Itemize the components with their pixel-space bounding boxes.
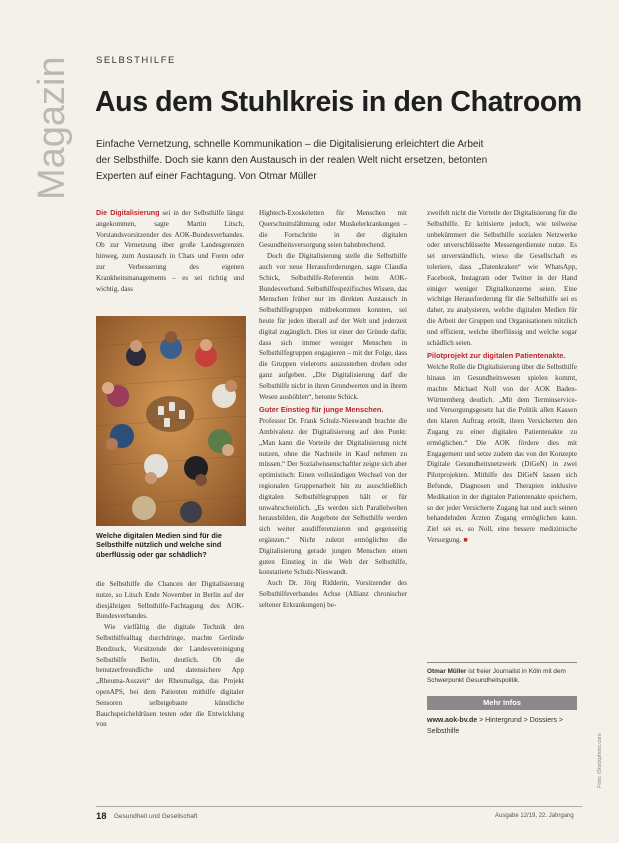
intro-paragraph (96, 208, 244, 294)
article-lead: Einfache Vernetzung, schnelle Kommunikation – die Digitalisierung erleichtert die Arbeit der Selbsthilfe. Doch sie kann den Austausch in der realen Welt nicht ersetzen, betonten Experten auf einer Fachtagung. Von Otmar Müller (96, 139, 488, 182)
subheading: Pilotprojekt zur digitalen Patientenakte. (427, 351, 566, 361)
paragraph: die Selbsthilfe die Chancen der Digitalisierung nutze, so Litsch Ende November in Berlin auf der diesjährigen Selbsthilfe-Fachtagung des AOK-Bundesverbandes. (96, 580, 244, 621)
column-1-top (96, 208, 244, 294)
paragraph: Auch Dr. Jörg Ridderin, Vorsitzender des Selbsthilfeverbandes Achse (Allianz chronischer seltener Erkrankungen) be- (259, 579, 407, 609)
info-link[interactable]: www.aok-bv.de (427, 717, 478, 724)
section-label: SELBSTHILFE (96, 55, 176, 66)
page-number: 18 (96, 811, 107, 822)
author-bio: ist freier Journalist in Köln mit dem Schwerpunkt Gesundheitspolitik. (427, 668, 566, 684)
photo-credit-text: Foto: iStockphoto.com (597, 733, 603, 788)
subheading: Guter Einstieg für junge Menschen. (259, 405, 384, 415)
photo-group-circle (96, 316, 246, 526)
info-box-heading: Mehr Infos (427, 696, 577, 710)
photo-caption: Welche digitalen Medien sind für die Selbsthilfe nützlich und welche sind überflüssig oder gar schädlich? (96, 531, 222, 559)
column-1-bottom (96, 579, 244, 730)
author-name: Otmar Müller (427, 668, 467, 675)
end-mark: ■ (461, 535, 468, 544)
footer-divider (96, 806, 582, 807)
paragraph (259, 405, 407, 578)
column-2 (259, 208, 407, 610)
paragraph: Doch die Digitalisierung stelle die Selbsthilfe auch vor neue Herausforderungen, sagte Claudia Schick, Selbsthilfe-Referentin beim AOK-Bundesverband. Selbsthilfespezifisches Wissen, das Menschen früher nur im direkten Austausch in Selbsthilfegruppen mitbekommen konnten, sei heute für jeden überall auf der Welt und jederzeit digital zugänglich. Dies ist einer der Gründe dafür, dass sich immer weniger Menschen in Selbsthilfegruppen engagieren – mit der Folge, dass die Gruppen vielerorts auszusterben drohen oder ganz aufgeben. „Die Digitalisierung darf die Selbsthilfe nicht in ihren Grundwerten und in ihrem Wesen aushöhlen“, betonte Schick. (259, 252, 407, 401)
paragraph: Wie vielfältig die digitale Technik den Selbsthilfealltag durchdringe, machte Gerlinde Bendzuck, Vorsitzende der Landesvereinigung Selbsthilfe Berlin, deutlich. Ob die benutzerfreundliche und datensichere App „Rheuma-Auszeit“ der Rheumaliga, das Projekt openAPS, bei dem Patienten mithilfe digitaler Sensoren selbstgebaute künstliche Bauchspeicheldrüsen testen oder die Entwicklung von (96, 623, 244, 729)
author-box (427, 662, 577, 685)
paragraph-text: Professor Dr. Frank Schulz-Nieswandt brachte die Ambivalenz der Digitalisierung auf den Punkt: „Man kann die Vorteile der Digitalisierung nicht nutzen, ohne die Nachteile in Kauf nehmen zu müssen.“ Der Sozialwissenschaftler zeigte sich aber optimistisch: Einen vollständigen Wechsel von der regionalen Gruppenarbeit hin zu ausschließlich digitalen Selbsthilfegruppen hält er für unwahrscheinlich. „Es werden sich Parallelwelten herausbilden, die Angebote der Selbsthilfe werden sich weiter ausdifferenzieren und gegenseitig ergänzen.“ Nicht zuletzt ermöglichte die Digitalisierung gerade jungen Menschen einen guten Einstieg in die Welt der Selbsthilfe, konstatierte Schulz-Nieswandt. (259, 417, 407, 577)
info-box-body (427, 716, 577, 737)
photo-credit (594, 680, 604, 790)
issue-info: Ausgabe 12/19, 22. Jahrgang (495, 813, 574, 819)
paragraph (427, 351, 577, 545)
side-label (28, 52, 74, 202)
side-label-text: Magazin (31, 56, 73, 200)
info-link-path: > Hintergrund > Dossiers > Selbsthilfe (427, 717, 563, 735)
paragraph: Hightech-Exoskeletten für Menschen mit Querschnittslähmung oder Muskelerkrankungen – die Fortschritte in der digitalen Gesundheitsversorgung seien bahnbrechend. (259, 209, 407, 250)
intro-text: sei in der Selbsthilfe längst angekommen, sagte Martin Litsch, Vorstandsvorsitzender des AOK-Bundesverbandes. Ob zur Vernetzung über große Landesgrenzen hinweg, zum Austausch in Chats und Foren oder zur Verbesserung des eigenen Krankheitsmanagements – es sei richtig und wichtig, dass (96, 209, 244, 293)
paragraph: zweifelt nicht die Vorteile der Digitalisierung für die Selbsthilfe. Er kritisierte jedoch, wie teilweise unbekümmert die Selbsthilfe sozialen Netzwerke oder unverschlüsselte Messengerdienste nutze. Es sei unverständlich, wieso die Gesellschaft es toleriere, dass „Datenkraken“ wie WhatsApp, Facebook, Instagram oder Twitter in der Hand einiger weniger Digitalkonzerne seien. Eine wichtige Herausforderung für die Selbsthilfe sei es daher, zu analysieren, welche digitalen Medien für die Arbeit der Gruppen und Organisationen nützlich und effizient, welche überflüssig und welche sogar schädlich seien. (427, 209, 577, 347)
column-3 (427, 208, 577, 546)
paragraph-text: Welche Rolle die Digitalisierung über die Selbsthilfe hinaus im Gesundheitswesen spielen kommt, machte Michael Noll von der AOK Baden-Württemberg deutlich. „Mit dem Terminservice- und Versorgungsgesetz hat die Politik allen Kassen den klaren Auftrag erteilt, ihren Versicherten den Zugang zu einer digitalen Patientenakte zu ermöglichen.“ Die AOK fördere dies mit Engagement und setze zudem das von der Konzepte Digitale Gesundheitsnetzwerk (DiGeN) in zwei Pilotprojekten. Mithilfe des DiGeN lassen sich Befunde, Diagnosen und Therapien inklusive Medikation in der digitalen Patientenakte speichern, so der jeder Versicherte Zugang hat und auch seinen behandelnden Ärzten Zugang ermöglichen kann. Ziel sei es, so Noll, eine bessere medizinische Versorgung. (427, 363, 577, 544)
article-photo (96, 316, 246, 526)
intro-lead-in: Die Digitalisierung (96, 209, 160, 217)
publication-name: Gesundheit und Gesellschaft (114, 813, 198, 820)
article-title: Aus dem Stuhlkreis in den Chatroom (95, 86, 582, 118)
